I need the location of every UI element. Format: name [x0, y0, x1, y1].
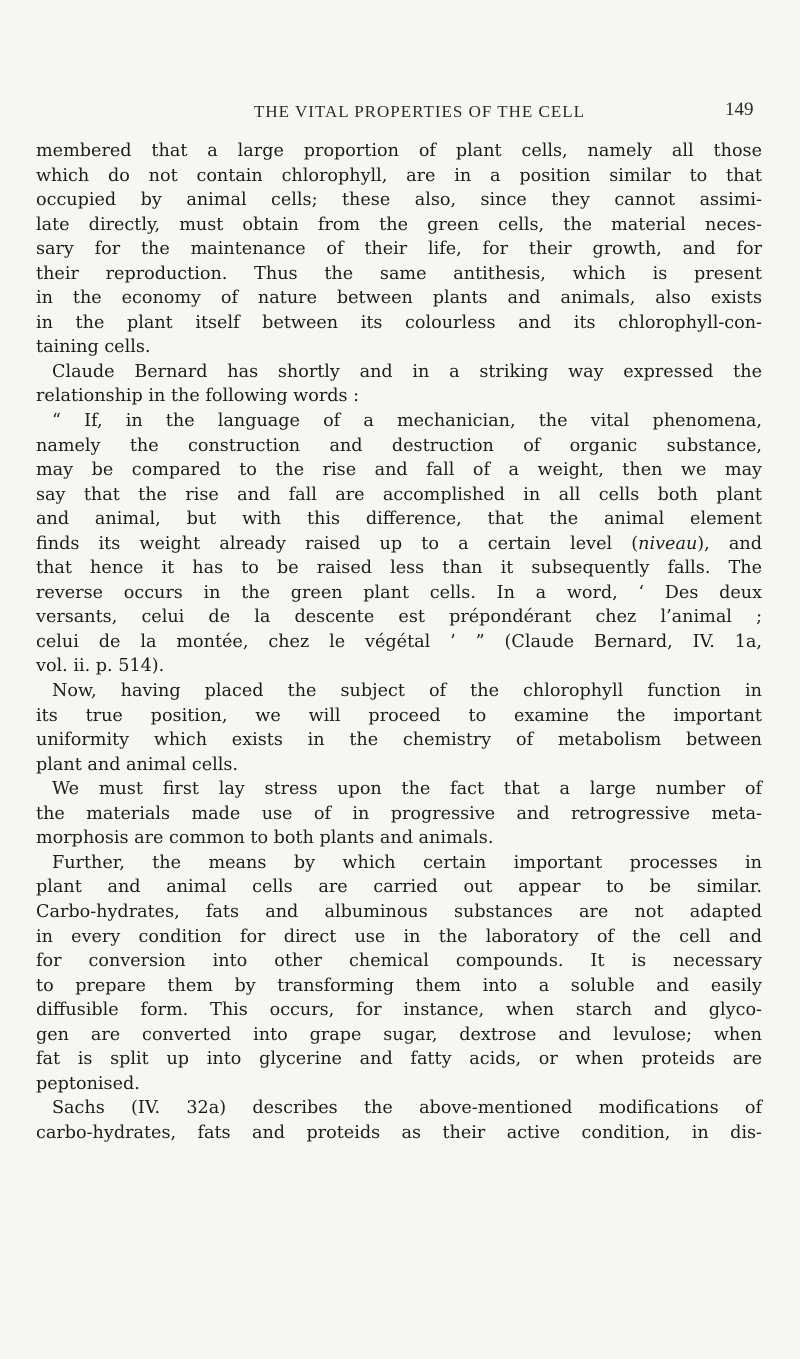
- text-line: fat is split up into glycerine and fatty acids, or when proteids are: [36, 1049, 762, 1070]
- text-line: Carbo-hydrates, fats and albuminous substances are not adapted: [36, 901, 762, 922]
- text-line: vol. ii. p. 514).: [36, 656, 165, 677]
- paragraph-start: Claude Bernard has shortly and in a striking way expressed the: [52, 361, 762, 382]
- text-line: membered that a large proportion of plant cells, namely all those: [36, 141, 762, 161]
- text-line: say that the rise and fall are accomplished in all cells both plant: [36, 484, 762, 505]
- text-line: and animal, but with this difference, that the animal element: [36, 509, 762, 530]
- text-line: namely the construction and destruction of organic substance,: [36, 435, 762, 456]
- text-line: gen are converted into grape sugar, dextrose and levulose; when: [36, 1024, 762, 1045]
- text-line: relationship in the following words :: [36, 386, 360, 407]
- paragraph-start: We must first lay stress upon the fact that a large number of: [52, 779, 762, 800]
- text-line: plant and animal cells.: [36, 754, 239, 775]
- text-line: carbo-hydrates, fats and proteids as their active condition, in dis-: [36, 1122, 762, 1143]
- paragraph-start: Further, the means by which certain important processes in: [52, 852, 762, 873]
- paragraph-start: Sachs (IV. 32a) describes the above-mentioned modifications of: [52, 1098, 762, 1119]
- page-number: 149: [725, 99, 754, 120]
- text-line: for conversion into other chemical compounds. It is necessary: [36, 951, 762, 972]
- text-line: diffusible form. This occurs, for instance, when starch and glyco-: [36, 1000, 762, 1021]
- text-line: that hence it has to be raised less than it subsequently falls. The: [36, 558, 762, 579]
- text-line: uniformity which exists in the chemistry of metabolism between: [36, 730, 762, 751]
- text-line: in the economy of nature between plants and animals, also exists: [36, 288, 762, 309]
- text-line: in the plant itself between its colourless and its chlorophyll-con-: [36, 312, 762, 333]
- text-line: reverse occurs in the green plant cells. In a word, ‘ Des deux: [36, 582, 762, 603]
- text-line: peptonised.: [36, 1073, 140, 1094]
- paragraph-start: Now, having placed the subject of the chlorophyll function in: [52, 681, 762, 702]
- text-line: which do not contain chlorophyll, are in a position similar to that: [36, 165, 762, 186]
- running-title: THE VITAL PROPERTIES OF THE CELL: [254, 102, 586, 121]
- text-line: late directly, must obtain from the green cells, the material neces-: [36, 214, 762, 235]
- text-line: versants, celui de la descente est prépondérant chez l’animal ;: [36, 607, 762, 628]
- text-line: finds its weight already raised up to a certain level (niveau), and: [36, 533, 762, 554]
- body-text: [36, 139, 762, 1145]
- text-line: its true position, we will proceed to examine the important: [36, 705, 762, 726]
- text-line: the materials made use of in progressive and retrogressive meta-: [36, 803, 762, 824]
- text-line: in every condition for direct use in the laboratory of the cell and: [36, 926, 762, 947]
- text-line: taining cells.: [36, 337, 151, 358]
- text-line: sary for the maintenance of their life, for their growth, and for: [36, 239, 762, 260]
- text-line: their reproduction. Thus the same antithesis, which is present: [36, 263, 762, 284]
- paragraph-start: “ If, in the language of a mechanician, the vital phenomena,: [52, 411, 762, 432]
- text-line: to prepare them by transforming them into a soluble and easily: [36, 975, 762, 996]
- text-line: celui de la montée, chez le végétal ’ ” (Claude Bernard, IV. 1a,: [36, 631, 762, 652]
- text-line: occupied by animal cells; these also, since they cannot assimi-: [36, 190, 762, 211]
- text-line: may be compared to the rise and fall of a weight, then we may: [36, 460, 762, 481]
- text-line: morphosis are common to both plants and animals.: [36, 828, 494, 849]
- text-line: plant and animal cells are carried out appear to be similar.: [36, 877, 762, 898]
